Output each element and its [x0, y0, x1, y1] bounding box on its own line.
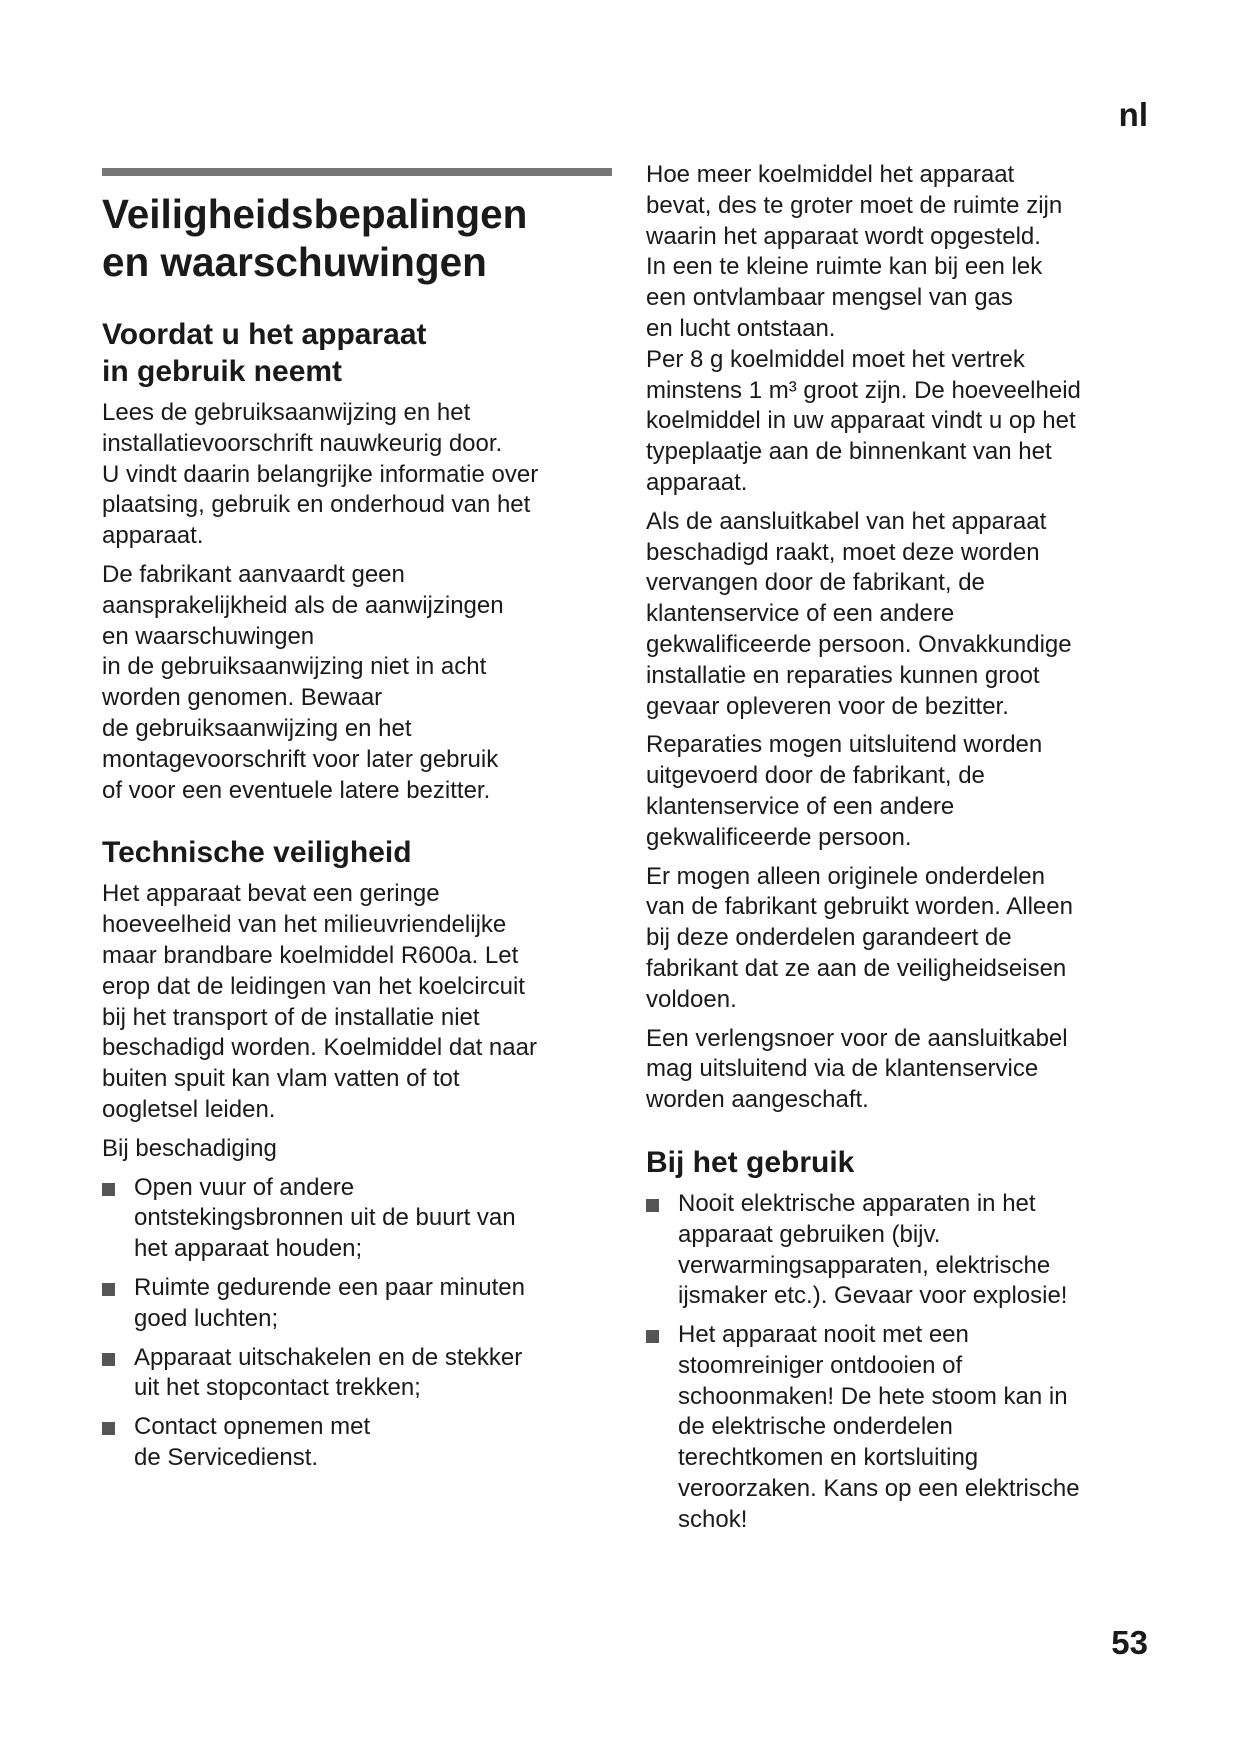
list-item-text: Het apparaat nooit met een stoomreiniger ontdooien of schoonmaken! De hete stoom kan in de elektrische onderdelen terechtkomen en kortsluiting veroorzaken. Kans op een elektrische schok! — [678, 1321, 1080, 1533]
list-item — [646, 1320, 1156, 1536]
paragraph: Het apparaat bevat een geringe hoeveelheid van het milieuvriendelijke maar brandbare koelmiddel R600a. Let erop dat de leidingen van het koelcircuit bij het transport of de installatie niet beschadigd worden. Koelmiddel dat naar buiten spuit kan vlam vatten of tot oogletsel leiden. — [102, 880, 537, 1123]
page-title: Veiligheidsbepalingen en waarschuwingen — [102, 191, 528, 285]
heading-voordat-gebruik: Voordat u het apparaat in gebruik neemt — [102, 318, 427, 388]
square-bullet-icon — [102, 1353, 115, 1366]
square-bullet-icon — [646, 1330, 659, 1343]
page-number: 53 — [1111, 1624, 1148, 1661]
paragraph: Lees de gebruiksaanwijzing en het installatievoorschrift nauwkeurig door. U vindt daarin belangrijke informatie over plaatsing, gebruik en onderhoud van het apparaat. — [102, 399, 539, 550]
section-rule — [102, 168, 612, 176]
paragraph: Reparaties mogen uitsluitend worden uitgevoerd door de fabrikant, de klantenservice of een andere gekwalificeerde persoon. — [646, 731, 1043, 851]
paragraph: De fabrikant aanvaardt geen aansprakelijkheid als de aanwijzingen en waarschuwingen in de gebruiksaanwijzing niet in acht worden genomen. Bewaar de gebruiksaanwijzing en het montagevoorschrift voor later gebruik of voor een eventuele latere bezitter. — [102, 560, 504, 804]
list-item-text: Apparaat uitschakelen en de stekker uit het stopcontact trekken; — [134, 1343, 523, 1402]
right-column — [646, 160, 1156, 1544]
square-bullet-icon — [102, 1283, 115, 1296]
list-item-text: Nooit elektrische apparaten in het apparaat gebruiken (bijv. verwarmingsapparaten, elektrische ijsmaker etc.). Gevaar voor explosie! — [678, 1189, 1068, 1310]
square-bullet-icon — [102, 1183, 115, 1196]
list-item — [646, 1189, 1156, 1312]
square-bullet-icon — [646, 1199, 659, 1212]
paragraph: Een verlengsnoer voor de aansluitkabel mag uitsluitend via de klantenservice worden aangeschaft. — [646, 1024, 1068, 1114]
heading-technische-veiligheid: Technische veiligheid — [102, 836, 412, 870]
paragraph: Bij beschadiging — [102, 1134, 277, 1162]
left-column — [102, 160, 612, 1482]
list-item-text: Open vuur of andere ontstekingsbronnen uit de buurt van het apparaat houden; — [134, 1173, 516, 1263]
list-item — [102, 1173, 612, 1265]
list-item-text: Contact opnemen met de Servicedienst. — [134, 1413, 371, 1471]
list-item — [102, 1412, 612, 1474]
paragraph: Als de aansluitkabel van het apparaat beschadigd raakt, moet deze worden vervangen door de fabrikant, de klantenservice of een andere gekwalificeerde persoon. Onvakkundige installatie en reparaties kunnen groot gevaar opleveren voor de bezitter. — [646, 507, 1072, 720]
bullet-list-beschadiging — [102, 1173, 612, 1474]
paragraph: Hoe meer koelmiddel het apparaat bevat, des te groter moet de ruimte zijn waarin het apparaat wordt opgesteld. In een te kleine ruimte kan bij een lek een ontvlambaar mengsel van gas en lucht ontstaan. Per 8 g koelmiddel moet het vertrek minstens 1 m³ groot zijn. De hoeveelheid koelmiddel in uw apparaat vindt u op het typeplaatje aan de binnenkant van het apparaat. — [646, 161, 1081, 496]
list-item — [102, 1273, 612, 1335]
list-item — [102, 1343, 612, 1405]
language-code: nl — [1118, 96, 1148, 133]
bullet-list-gebruik — [646, 1189, 1156, 1536]
heading-bij-het-gebruik: Bij het gebruik — [646, 1145, 855, 1179]
square-bullet-icon — [102, 1422, 115, 1435]
list-item-text: Ruimte gedurende een paar minuten goed luchten; — [134, 1273, 525, 1332]
paragraph: Er mogen alleen originele onderdelen van de fabrikant gebruikt worden. Alleen bij deze onderdelen garandeert de fabrikant dat ze aan de veiligheidseisen voldoen. — [646, 862, 1073, 1013]
